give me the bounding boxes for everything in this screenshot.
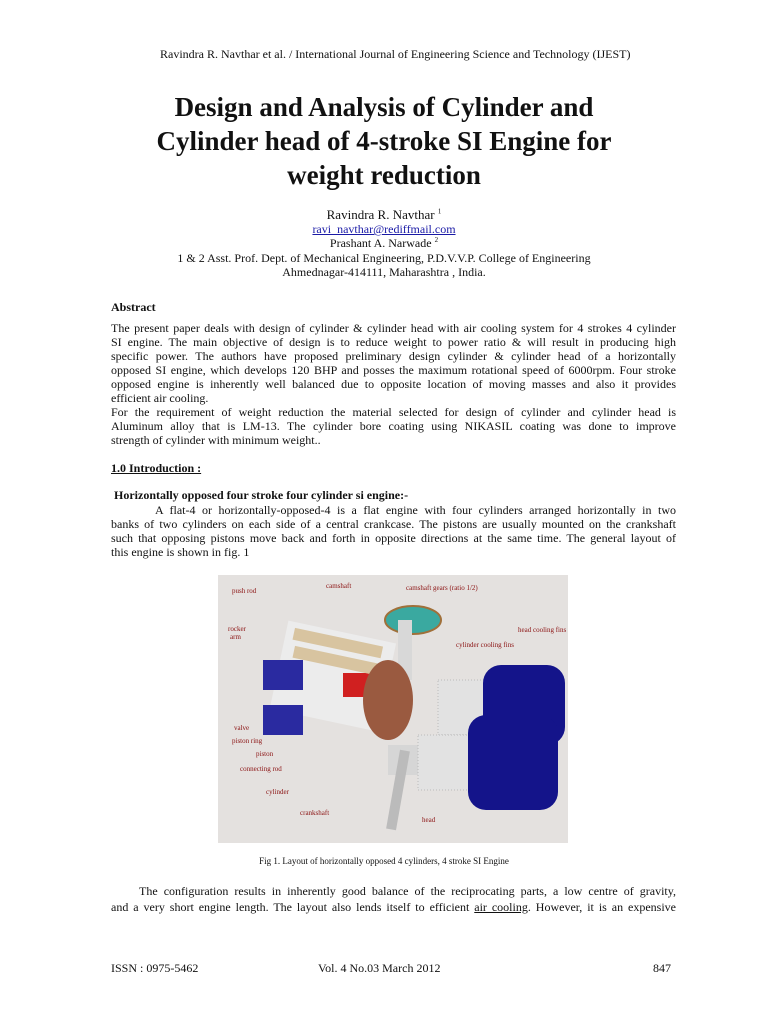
- label-connecting-rod: connecting rod: [240, 765, 282, 773]
- label-cylinder-cooling-fins: cylinder cooling fins: [456, 641, 514, 649]
- title-line: weight reduction: [287, 160, 481, 190]
- body-line: The configuration results in inherently good balance of the reciprocating parts, a low centre of gravity,: [139, 884, 676, 898]
- author-name: Ravindra R. Navthar: [326, 207, 435, 222]
- intro-line: A flat-4 or horizontally-opposed-4 is a flat engine with four cylinders arranged horizontally in two: [155, 503, 676, 517]
- author-name: Prashant A. Narwade: [329, 236, 432, 250]
- abstract-line: The present paper deals with design of cylinder & cylinder head with air cooling system for 4 strokes 4 cylinder: [111, 321, 676, 335]
- label-piston: piston: [256, 750, 274, 758]
- intro-line: banks of two cylinders on each side of a central crankcase. The pistons are usually mounted on the crankshaft: [111, 517, 676, 531]
- abstract-line: For the requirement of weight reduction the material selected for design of cylinder and cylinder head is: [111, 405, 676, 419]
- label-crankshaft: crankshaft: [300, 809, 330, 817]
- label-valve: valve: [234, 724, 250, 732]
- abstract-line: opposed engine is inherently well balanced due to opposite location of moving masses and also it provides: [111, 377, 676, 391]
- author-2: [0, 236, 768, 251]
- intro-line: such that opposing pistons move back and forth in opposite directions at the same time. The general layout of: [111, 531, 676, 545]
- affiliation-line: Ahmednagar-414111, Maharashtra , India.: [282, 265, 486, 279]
- title-line: Design and Analysis of Cylinder and: [174, 92, 594, 122]
- label-camshaft-gears: camshaft gears (ratio 1/2): [406, 584, 478, 592]
- subsection-heading: Horizontally opposed four stroke four cylinder si engine:-: [111, 488, 409, 502]
- author-sup: 1: [437, 207, 442, 216]
- figure-caption: Fig 1. Layout of horizontally opposed 4 cylinders, 4 stroke SI Engine: [259, 856, 509, 866]
- title-line: Cylinder head of 4-stroke SI Engine for: [156, 126, 612, 156]
- abstract-line: Aluminum alloy that is LM-13. The cylinder bore coating using NIKASIL coating was done to improve: [111, 419, 676, 433]
- abstract-heading: Abstract: [111, 300, 156, 314]
- running-header: Ravindra R. Navthar et al. / International Journal of Engineering Science and Technology (IJEST): [160, 47, 631, 61]
- abstract-line: SI engine. The main objective of design is to reduce weight to power ratio & will result in producing high: [111, 335, 676, 349]
- label-head-cooling-fins: head cooling fins: [518, 626, 567, 634]
- label-piston-ring: piston ring: [232, 737, 263, 745]
- label-push-rod: push rod: [232, 587, 257, 595]
- abstract-line: specific power. The authors have proposed preliminary design cylinder & cylinder head of a horizontally: [111, 349, 676, 363]
- section-heading: 1.0 Introduction :: [111, 461, 202, 475]
- text: . However, it is an expensive: [527, 900, 677, 914]
- intro-line: this engine is shown in fig. 1: [111, 545, 250, 559]
- author-sup: 2: [434, 236, 439, 244]
- text: and a very short engine length. The layout also lends itself to efficient: [111, 900, 475, 914]
- engine-illustration: [263, 606, 565, 830]
- footer-volume: Vol. 4 No.03 March 2012: [318, 961, 441, 975]
- label-cylinder: cylinder: [266, 788, 289, 796]
- author-1: [0, 207, 768, 223]
- email-link[interactable]: ravi_navthar@rediffmail.com: [312, 222, 456, 236]
- paper-title: [0, 90, 768, 192]
- abstract-line: opposed SI engine, which develops 120 BHP and posses the maximum rotational speed of 6000rpm. Four stroke: [111, 363, 676, 377]
- label-rocker-arm: rocker: [228, 625, 246, 633]
- footer-page-number: 847: [653, 961, 671, 975]
- body-line: [111, 900, 676, 914]
- label-head: head: [422, 816, 436, 824]
- engine-figure: [218, 575, 568, 843]
- footer-issn: ISSN : 0975-5462: [111, 961, 199, 975]
- abstract-line: strength of cylinder with minimum weight..: [111, 433, 321, 447]
- air-cooling-link[interactable]: air cooling: [474, 900, 528, 914]
- label-rocker-arm: arm: [230, 633, 241, 641]
- abstract-line: efficient air cooling.: [111, 391, 209, 405]
- label-camshaft: camshaft: [326, 582, 352, 590]
- affiliation-line: 1 & 2 Asst. Prof. Dept. of Mechanical Engineering, P.D.V.V.P. College of Engineering: [177, 251, 591, 265]
